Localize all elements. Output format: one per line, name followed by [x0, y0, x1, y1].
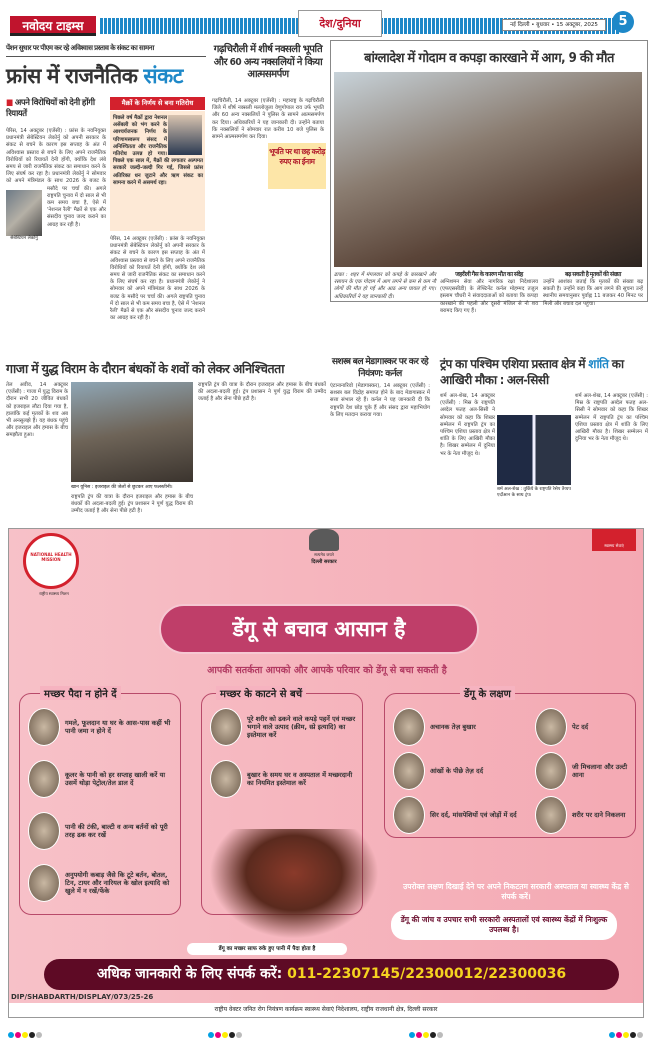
item-photo [393, 708, 425, 746]
item-photo [28, 864, 60, 902]
lecornu-photo [6, 190, 42, 236]
item-photo [393, 796, 425, 834]
trump-photo [497, 415, 571, 485]
box-text: पिछले वर्ष मैक्रों द्वारा नेशनल असेंबली को भंग करने के आश्चर्यजनक निर्णय के परिणामस्वरूप संसद में अनिश्चितता और राजनैतिक गतिरोध उत्पन्न हो गया। पिछले एक साल में, मैक्रों की लगातार अल्पमत सरकारें जल्दी-जल्दी गिर गईं, जिससे फ्रांस अतिरिक्त धन जुटाने और ऋण संकट का सामना करने में असमर्थ रहा। [113, 115, 203, 186]
trump-body-2: शर्म अल-शेख, 14 अक्टूबर (एजेंसी) : मिस्र के राष्ट्रपति अब्देल फतह अल-सिसी ने सोमवार को कहा कि शिखर सम्मेलन में राष्ट्रपति ट्रंप का पश्चिम एशिया प्रस्ताव क्षेत्र में शांति के लिए आखिरी मौका है। शिखर सम्मेलन में दुनिया भर के नेता मौजूद थे। [575, 393, 648, 443]
france-headline [6, 62, 211, 90]
item-photo [28, 708, 60, 746]
contact-bar [44, 959, 619, 990]
section-tab: देश/दुनिया [298, 10, 382, 37]
list-item [393, 796, 533, 834]
contact-label: अधिक जानकारी के लिए संपर्क करें: [96, 966, 288, 982]
color-bar [8, 1023, 43, 1042]
color-bar [409, 1023, 444, 1042]
ad-footer: राष्ट्रीय वेक्टर जनित रोग नियंत्रण कार्यक्रम स्वास्थ्य सेवाएं निदेशालय, राष्ट्रीय राजधानी क्षेत्र, दिल्ली सरकार [9, 1003, 643, 1017]
color-bar [609, 1023, 644, 1042]
list-item [535, 752, 635, 790]
list-item [28, 864, 176, 902]
item-text: शरीर पर दाने निकलना [572, 811, 626, 819]
list-item [210, 708, 358, 746]
lecornu-photo-block [6, 190, 44, 242]
item-text: पानी की टंकी, बाल्टी व अन्य बर्तनों को पूरी तरह ढक कर रखें [65, 823, 168, 839]
headline-highlight: संकट [143, 64, 183, 88]
gaza-body-2: राष्ट्रपति ट्रंप की यात्रा के दौरान इजराइल और हमास के बीच बंधकों की अदला-बदली हुई। ट्रंप प्रशासन ने पूर्ण युद्ध विराम की उम्मीद जताई है और सेना पीछे हटी है। [71, 494, 193, 515]
france-body-cont: पेरिस, 14 अक्टूबर (एजेंसी) : फ्रांस के नवनियुक्त प्रधानमंत्री सेबेस्टियन लेकोर्नु को अपनी सरकार के संकट से बचने के कारण इस सप्ताह के अंत में अविश्वास प्रस्ताव से बचने के लिए अपने राजनैतिक विरोधियों को रियायतें देनी होंगी, क्योंकि देश लंबे समय से जारी राजनैतिक संकट का समाधान करने के लिए संघर्ष कर रहा है। प्रधानमंत्री लेकोर्नु ने सोमवार को अपने मंत्रिमंडल के साथ 2026 के बजट के मसौदे पर चर्चा की। अगले राष्ट्रपति चुनाव में दो साल से भी कम समय बचा है, ऐसे में 'नेशनल रैली' मैक्रों से एक और संसदीय चुनाव जल्द कराने का आग्रह कर रही है। [110, 236, 205, 322]
trump-photo-caption: शर्म अल-शेख : तुर्किये के राष्ट्रपति रेसेप तैय्यप एर्दोआन के साथ ट्रंप। [497, 487, 571, 498]
item-text: अचानक तेज़ बुखार [430, 723, 476, 731]
section-title: मच्छर पैदा न होने दें [40, 686, 121, 700]
list-item [535, 708, 635, 746]
item-photo [210, 760, 242, 798]
naxal-body: गढ़चिरौली, 14 अक्टूबर (एजेंसी) : महाराष्ट्र के गढ़चिरौली जिले में शीर्ष नक्सली मल्लोजुला वेणुगोपाल राव उर्फ भूपति और 60 अन्य नक्सलियों ने पुलिस के सामने आत्मसमर्पण कर दिया। अधिकारियों ने यह जानकारी दी। उन्होंने बताया कि नक्सलियों ने सोमवार रात करीब 10 बजे पुलिस के सामने आत्मसमर्पण कर दिया। [212, 98, 324, 141]
photo-caption: सेबेस्टियन लेकोर्नु [10, 236, 38, 241]
item-photo [393, 752, 425, 790]
bangladesh-caption: ढाका : शहर में मंगलवार को कपड़े के कारखाने और रसायन के एक गोदाम में आग लगने से कम से कम नौ लोगों की मौत हो गई और आठ अन्य घायल हो गए। अधिकारियों ने यह जानकारी दी। [334, 272, 436, 300]
mosquito-image [209, 829, 379, 939]
item-photo [535, 708, 567, 746]
headline-text: ट्रंप का पश्चिम एशिया प्रस्ताव क्षेत्र में [440, 357, 589, 371]
ad-free-notice: डेंगू की जांच व उपचार सभी सरकारी अस्पतालों एवं स्वास्थ्य केंद्रों में निःशुल्क उपलब्ध है। [391, 910, 617, 940]
fire-photo [334, 72, 642, 267]
bangladesh-headline: बांग्लादेश में गोदाम व कपड़ा कारखाने में आग, 9 की मौत [364, 51, 614, 66]
color-bar [208, 1023, 243, 1042]
registration-marks [8, 1023, 644, 1042]
section-title: डेंगू के लक्षण [460, 686, 515, 700]
sub2-body: उन्होंने आशंका जताई कि मृतकों की संख्या बढ़ सकती है। उन्होंने कहा कि आग लगने की सूचना उन्हें स्थानीय समयानुसार पूर्वाह्न 11 बजकर 40 मिनट पर मिली और बचाव दल पहुंचा। [543, 279, 643, 307]
item-text: अनुपयोगी कबाड़ जैसे कि टूटे बर्तन, बोतल, टिन, टायर और नारियल के खोल इत्यादि को खुले में न रखें/फेंके [65, 871, 170, 895]
ad-title: डेंगू से बचाव आसान है [159, 604, 479, 654]
item-photo [535, 796, 567, 834]
item-text: सिर दर्द, मांसपेशियों एवं जोड़ों में दर्द [430, 811, 517, 819]
list-item [535, 796, 635, 834]
france-body: पेरिस, 14 अक्टूबर (एजेंसी) : फ्रांस के नवनियुक्त प्रधानमंत्री सेबेस्टियन लेकोर्नु को अपनी सरकार के संकट से बचने के कारण इस सप्ताह के अंत में अविश्वास प्रस्ताव से बचने के लिए अपने राजनैतिक विरोधियों को रियायतें देनी होंगी, क्योंकि देश लंबे समय से जारी राजनैतिक संकट का समाधान करने के लिए संघर्ष कर रहा है। प्रधानमंत्री लेकोर्नु ने सोमवार को अपने मंत्रिमंडल के साथ 2026 के बजट के मसौदे पर चर्चा की। अगले राष्ट्रपति चुनाव में दो साल से भी कम समय बचा है, ऐसे में 'नेशनल रैली' मैक्रों से एक और संसदीय चुनाव जल्द कराने का आग्रह कर रही है। [6, 128, 106, 228]
emblem-icon [309, 529, 339, 551]
list-item [28, 708, 176, 746]
gaza-headline: गाजा में युद्ध विराम के दौरान बंधकों के शवों को लेकर अनिश्चितता [6, 361, 284, 376]
gaza-body-3: राष्ट्रपति ट्रंप की यात्रा के दौरान इजराइल और हमास के बीच बंधकों की अदला-बदली हुई। ट्रंप प्रशासन ने पूर्ण युद्ध विराम की उम्मीद जताई है और सेना पीछे हटी है। [198, 382, 326, 403]
trump-headline [440, 356, 648, 388]
list-item [28, 812, 176, 850]
section-breeding [19, 689, 181, 915]
list-item [393, 708, 533, 746]
section-symptoms [384, 689, 636, 838]
box-label: मैक्रों के निर्णय से बना गतिरोध [110, 97, 205, 110]
madagascar-headline: सशस्त्र बल मेडागास्कर पर कर रहे नियंत्रण: कर्नल [331, 357, 429, 379]
item-text: आंखों के पीछे तेज़ दर्द [430, 767, 484, 775]
item-photo [535, 752, 567, 790]
sub2-title: बढ़ सकती है मृतकों की संख्या [565, 271, 621, 278]
trump-body: शर्म अल-शेख, 14 अक्टूबर (एजेंसी) : मिस्र के राष्ट्रपति अब्देल फतह अल-सिसी ने सोमवार को कहा कि शिखर सम्मेलन में राष्ट्रपति ट्रंप का पश्चिम एशिया प्रस्ताव क्षेत्र में शांति के लिए आखिरी मौका है। शिखर सम्मेलन में दुनिया भर के नेता मौजूद थे। [440, 393, 495, 457]
item-photo [28, 812, 60, 850]
naxal-highlight: भूपति पर था छह करोड़ रुपए का ईनाम [268, 143, 326, 189]
naxal-body-column [212, 98, 324, 314]
ad-advice: उपरोक्त लक्षण दिखाई देने पर अपने निकटतम सरकारी अस्पताल या स्वास्थ्य केंद्र से संपर्क करें। [403, 882, 629, 901]
contact-numbers: 011-22307145/22300012/22300036 [287, 966, 567, 982]
nhm-label: राष्ट्रीय स्वास्थ्य मिशन [39, 591, 69, 596]
macron-box [110, 111, 205, 231]
gaza-photo [71, 382, 193, 482]
item-text: बुखार के समय घर व अस्पताल में मच्छरदानी का नियमित इस्तेमाल करें [247, 771, 353, 787]
list-item [393, 752, 533, 790]
page-number: 5 [612, 11, 634, 33]
gaza-photo-caption: खान यूनिस : इजराइल की जेलों से छूटकर आए फलस्तीनी। [71, 485, 173, 490]
item-text: पेट दर्द [572, 723, 589, 731]
headline-highlight: शांति [588, 357, 609, 371]
mosquito-note: डेंगू का मच्छर साफ रुके हुए पानी में पैदा होता है [187, 943, 347, 955]
list-item [28, 760, 176, 798]
paper-logo: नवोदय टाइम्स [10, 16, 96, 36]
dengue-ad [8, 528, 644, 1018]
france-subhead: ■ अपने विरोधियों को देनी होंगी रियायतें [6, 98, 95, 119]
madagascar-body: एंटानानारिवो (मेडागास्कर), 14 अक्टूबर (एजेंसी) : सशस्त्र बल विद्रोह समाप्त होने के बाद मेडागास्कर में सत्ता संभाल रहे हैं। कर्नल ने यह जानकारी दी कि राष्ट्रपति देश छोड़ चुके हैं और संसद द्वारा महाभियोग के लिए मतदान कराया गया। [330, 383, 430, 418]
health-services-logo: स्वास्थ्य सेवाएं [592, 529, 636, 551]
headline-text: फ्रांस में राजनैतिक [6, 64, 144, 88]
nhm-ring-text: NATIONAL HEALTH MISSION [30, 552, 72, 562]
ad-tagline: आपकी सतर्कता आपको और आपके परिवार को डेंगू से बचा सकती है [207, 665, 447, 676]
ad-code: DIP/SHABDARTH/DISPLAY/073/25-26 [11, 993, 154, 1001]
box-body [113, 115, 203, 227]
list-item [210, 760, 358, 798]
headline-text-end: का आखिरी मौका : अल-सिसी [440, 357, 624, 387]
gaza-body: तेल अवीव, 14 अक्टूबर (एजेंसी) : गाजा में युद्ध विराम के दौरान सभी 20 जीवित बंधकों को इजराइल लौटा दिया गया है, हालांकि कई मृतकों के शव अब भी अनसुलझे हैं। यह बंधक पहुंचे और इजराइल और हमास के बीच समझौता हुआ। [6, 382, 68, 439]
nhm-logo [23, 533, 79, 589]
edition-date: नई दिल्ली • बुधवार • 15 अक्टूबर, 2025 [502, 19, 606, 31]
naxal-headline: गढ़चिरौली में शीर्ष नक्सली भूपति और 60 अन्य नक्सलियों ने किया आत्मसमर्पण [213, 44, 323, 80]
sub1-body: अग्निशमन सेवा और नागरिक रक्षा निदेशालय (एफएससीडी) के लेफ्टिनेंट कर्नल मोहम्मद तजुल इस्लाम चौधरी ने संवाददाताओं को बताया कि कपड़ा कारखाने की पहली और दूसरी मंजिल से नौ शव बरामद किए गए हैं। [440, 279, 538, 314]
item-text: पूरे शरीर को ढकने वाले कपड़े पहनें एवं मच्छर भगाने वाले उत्पाद (क्रीम, स्प्रे इत्यादि) का इस्तेमाल करें [247, 715, 356, 739]
france-body-column [6, 128, 106, 313]
item-text: कूलर के पानी को हर सप्ताह खाली करें या उसमें थोड़ा पेट्रोल/तेल डाल दें [65, 771, 166, 787]
item-text: जी मिचलाना और उल्टी आना [572, 763, 628, 779]
emblem-motto: सत्यमेव जयते [314, 552, 334, 557]
france-kicker: पेंशन सुधार पर पीएम कर रहे अविश्वास प्रस्ताव के संकट का सामना [6, 44, 206, 57]
govt-label: दिल्ली सरकार [311, 559, 337, 565]
item-text: गमले, फूलदान या घर के आस-पास कहीं भी पानी जमा न होने दें [65, 719, 171, 735]
sub1-title: जहरीली गैस के कारण मौत का संदेह [455, 271, 523, 278]
section-title: मच्छर के काटने से बचें [216, 686, 306, 700]
item-photo [28, 760, 60, 798]
item-photo [210, 708, 242, 746]
subhead-text: अपने विरोधियों को देनी होंगी रियायतें [6, 98, 95, 119]
